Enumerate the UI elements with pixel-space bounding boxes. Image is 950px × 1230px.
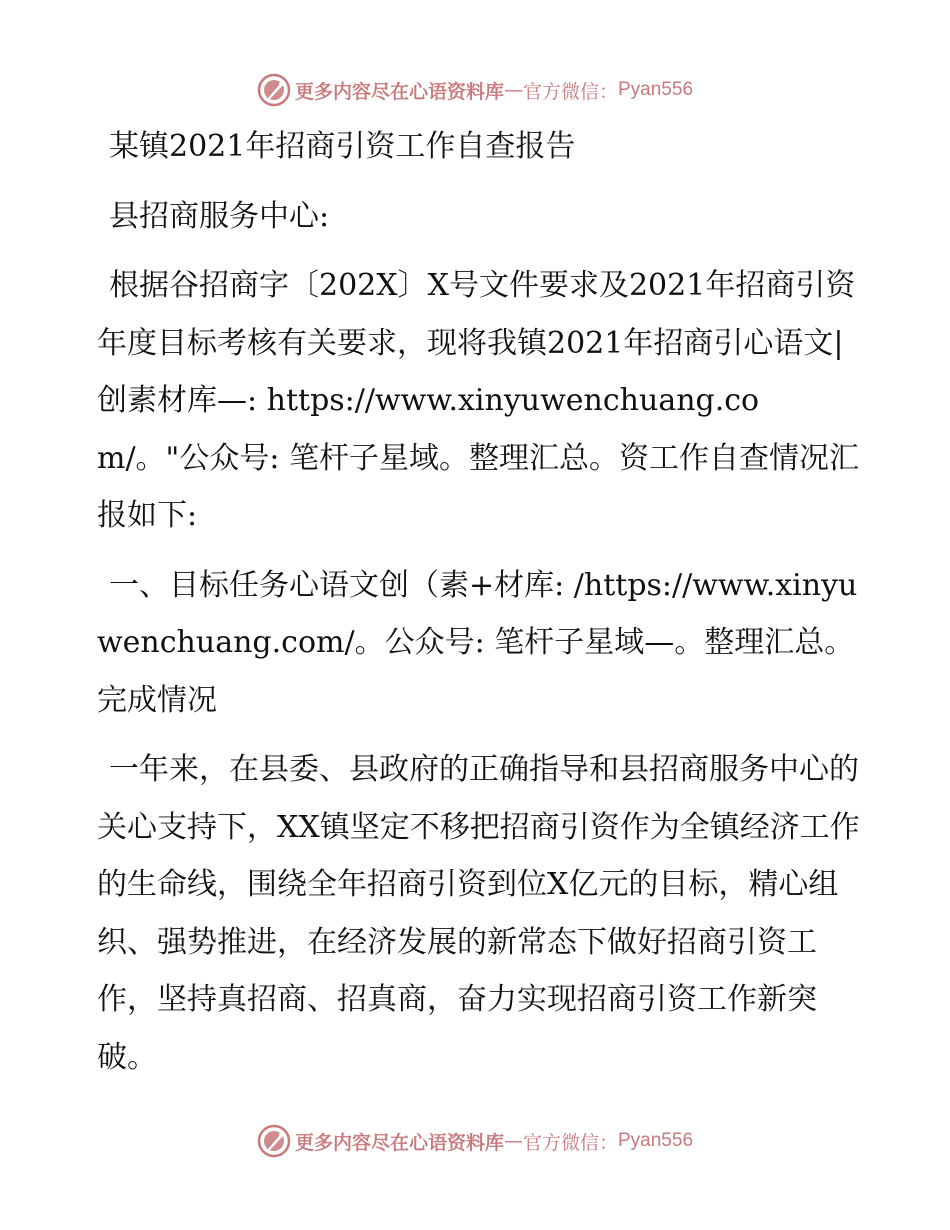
banner-separator: — (503, 79, 523, 101)
banner-main-text: 更多内容尽在心语资料库 (294, 1131, 504, 1154)
header-watermark-banner (0, 70, 950, 110)
salutation: 县招商服务中心: (109, 198, 330, 234)
banner-wechat-handle: Pyan556 (618, 1130, 694, 1151)
banner-main-text: 更多内容尽在心语资料库 (294, 80, 504, 103)
banner-wechat-handle: Pyan556 (618, 79, 694, 100)
banner-official-label: 官方微信： (522, 1131, 618, 1154)
section-heading-1: 一、目标任务心语文创（素+材库: /https://www.xinyuwenchuang.com/。公众号: 笔杆子星域—。整理汇总。完成情况 (97, 567, 858, 718)
quill-logo-icon (257, 73, 291, 107)
banner-official-label: 官方微信： (522, 80, 618, 103)
paragraph-intro: 根据谷招商字〔202X〕X号文件要求及2021年招商引资年度目标考核有关要求，现将我镇2021年招商引心语文|创素材库—: https://www.xinyuwenchuang.com/。"公众号: 笔杆子星域。整理汇总。资工作自查情况汇报如下: (97, 268, 859, 533)
footer-watermark-banner (0, 1121, 950, 1161)
banner-separator: — (503, 1130, 523, 1152)
paragraph-body: 一年来，在县委、县政府的正确指导和县招商服务中心的关心支持下，XX镇坚定不移把招商引资作为全镇经济工作的生命线，围绕全年招商引资到位X亿元的目标，精心组织、强势推进，在经济发展的新常态下做好招商引资工作，坚持真招商、招真商，奋力实现招商引资工作新突破。 (97, 752, 860, 1075)
quill-logo-icon (257, 1124, 291, 1158)
document-title: 某镇2021年招商引资工作自查报告 (109, 129, 576, 164)
document-body (97, 118, 867, 1086)
